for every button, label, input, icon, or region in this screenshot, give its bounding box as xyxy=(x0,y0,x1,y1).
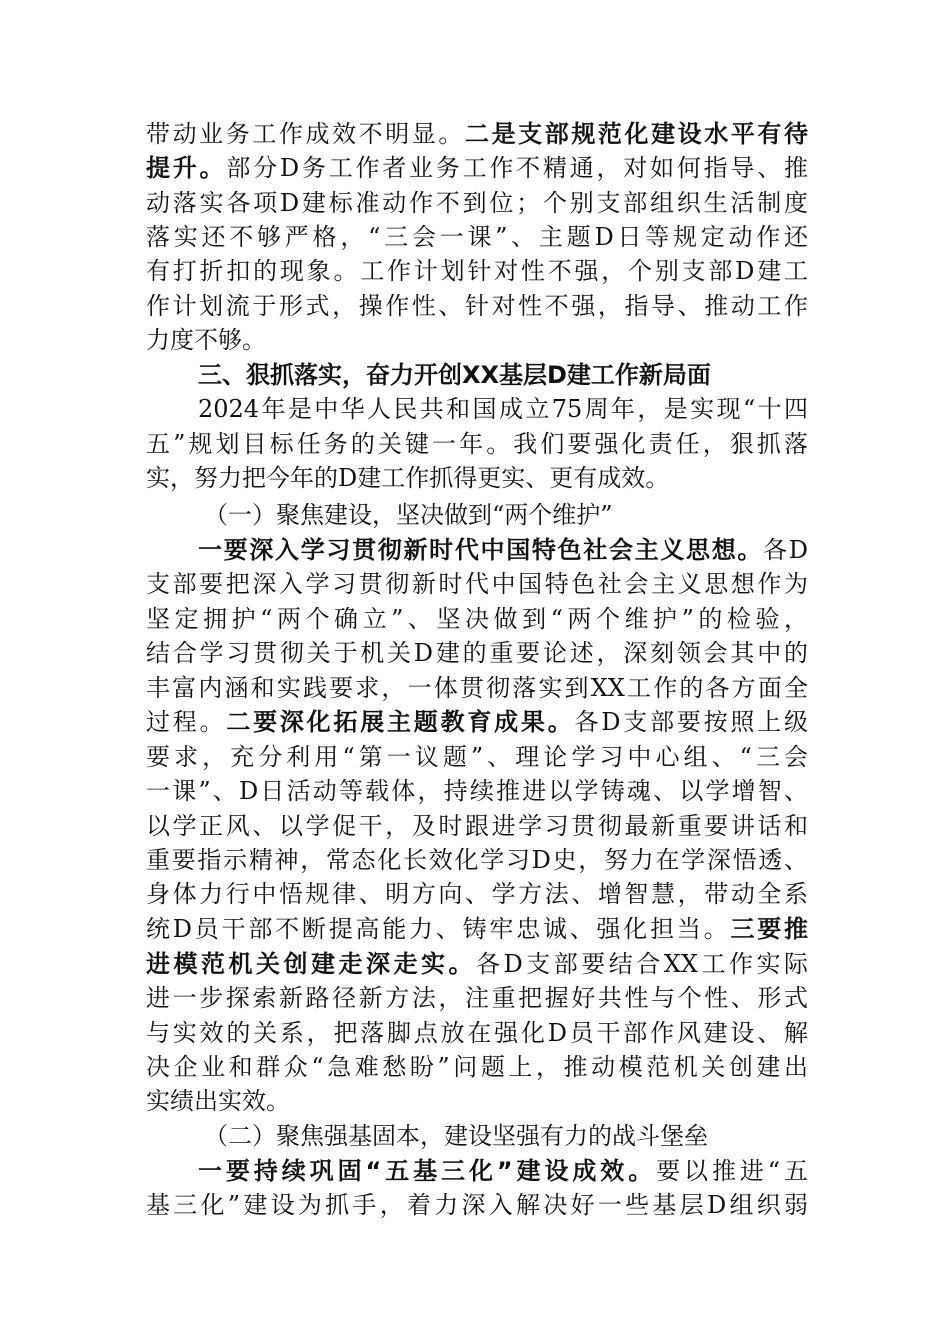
bold-phrase: 提升。 xyxy=(146,154,227,182)
text-run: 与实效的关系，把落脚点放在强化D员干部作风建设、解 xyxy=(146,1019,808,1047)
text-line xyxy=(146,255,808,287)
text-run: （一）聚焦建设，坚决做到“两个维护” xyxy=(204,501,613,529)
bold-phrase: 一要持续巩固“五基三化”建设成效。 xyxy=(198,1157,657,1185)
text-run: 重要指示精神，常态化长效化学习D史，努力在学深悟透、 xyxy=(146,846,808,874)
bold-phrase: 进模范机关创建走深走实。 xyxy=(146,950,477,978)
text-run: 结合学习贯彻关于机关D建的重要论述，深刻领会其中的 xyxy=(146,639,808,667)
text-run: 实绩出实效。 xyxy=(146,1087,290,1115)
text-line xyxy=(146,982,808,1014)
text-line xyxy=(198,534,808,566)
bold-phrase: 三要推 xyxy=(730,915,808,943)
text-run: 带动业务工作成效不明显。 xyxy=(146,120,465,148)
text-line xyxy=(146,948,808,980)
text-run: 2024年是中华人民共和国成立75周年，是实现“十四 xyxy=(198,395,808,423)
text-run: 各D支部要按照上级 xyxy=(574,708,808,736)
text-run: 有打折扣的现象。工作计划针对性不强，个别支部D建工 xyxy=(146,257,808,285)
text-line xyxy=(146,187,808,219)
text-line xyxy=(146,462,808,494)
subsection-heading xyxy=(204,499,808,531)
bold-phrase: 一要深入学习贯彻新时代中国特色社会主义思想。 xyxy=(198,536,764,564)
text-line xyxy=(146,568,808,600)
text-run: 落实还不够严格，“三会一课”、主题D日等规定动作还 xyxy=(146,223,808,251)
text-line xyxy=(146,152,808,184)
text-line xyxy=(198,1155,808,1187)
text-line xyxy=(146,1085,808,1117)
text-line xyxy=(146,221,808,253)
text-run: 三、狠抓落实，奋力开创XX基层D建工作新局面 xyxy=(198,361,711,389)
text-line xyxy=(146,324,808,356)
text-run: 部分D务工作者业务工作不精通，对如何指导、推 xyxy=(226,154,808,182)
text-line xyxy=(146,741,808,773)
text-run: 实，努力把今年的D建工作抓得更实、更有成效。 xyxy=(146,464,670,492)
bold-phrase: 二是支部规范化建设水平有待 xyxy=(465,120,808,148)
text-run: 一课”、D日活动等载体，持续推进以学铸魂、以学增智、 xyxy=(146,777,808,805)
text-line xyxy=(146,775,808,807)
text-line xyxy=(146,810,808,842)
text-line xyxy=(146,706,808,738)
text-run: 过程。 xyxy=(146,708,227,736)
text-run: 作计划流于形式，操作性、针对性不强，指导、推动工作 xyxy=(146,292,808,320)
text-line xyxy=(146,844,808,876)
text-line xyxy=(146,913,808,945)
text-line xyxy=(146,1051,808,1083)
text-line xyxy=(198,393,808,425)
text-run: 坚定拥护“两个确立”、坚决做到“两个维护”的检验， xyxy=(146,605,808,633)
text-run: 各D支部要结合XX工作实际 xyxy=(476,950,808,978)
text-run: 决企业和群众“急难愁盼”问题上，推动模范机关创建出 xyxy=(146,1053,808,1081)
text-line xyxy=(146,672,808,704)
text-line xyxy=(146,637,808,669)
text-line xyxy=(146,290,808,322)
text-run: 以学正风、以学促干，及时跟进学习贯彻最新重要讲话和 xyxy=(146,812,808,840)
text-run: 支部要把深入学习贯彻新时代中国特色社会主义思想作为 xyxy=(146,570,808,598)
text-line xyxy=(146,1189,808,1221)
text-line xyxy=(146,428,808,460)
bold-phrase: 二要深化拓展主题教育成果。 xyxy=(226,708,575,736)
text-line xyxy=(146,118,808,150)
text-run: 要以推进“五 xyxy=(656,1157,808,1185)
text-run: 力度不够。 xyxy=(146,326,266,354)
text-run: （二）聚焦强基固本，建设坚强有力的战斗堡垒 xyxy=(204,1122,708,1150)
text-run: 要求，充分利用“第一议题”、理论学习中心组、“三会 xyxy=(146,743,808,771)
text-run: 身体力行中悟规律、明方向、学方法、增智慧，带动全系 xyxy=(146,880,808,908)
text-run: 五”规划目标任务的关键一年。我们要强化责任，狠抓落 xyxy=(146,430,808,458)
text-line xyxy=(146,603,808,635)
text-run: 动落实各项D建标准动作不到位；个别支部组织生活制度 xyxy=(146,189,808,217)
text-line xyxy=(146,1017,808,1049)
section-heading xyxy=(198,359,808,391)
subsection-heading xyxy=(204,1120,808,1152)
text-run: 丰富内涵和实践要求，一体贯彻落实到XX工作的各方面全 xyxy=(146,674,808,702)
text-run: 各D xyxy=(763,536,809,564)
text-line xyxy=(146,878,808,910)
text-run: 基三化”建设为抓手，着力深入解决好一些基层D组织弱 xyxy=(146,1191,808,1219)
text-run: 进一步探索新路径新方法，注重把握好共性与个性、形式 xyxy=(146,984,808,1012)
text-run: 统D员干部不断提高能力、铸牢忠诚、强化担当。 xyxy=(146,915,731,943)
